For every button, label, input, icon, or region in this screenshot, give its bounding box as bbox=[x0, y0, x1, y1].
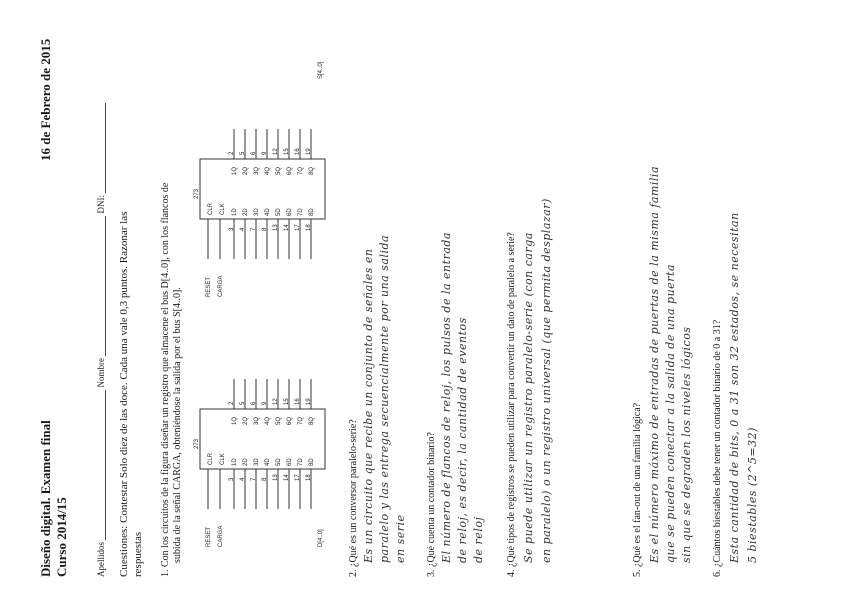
d-pin-label: 3D bbox=[254, 458, 260, 466]
answer-6-line-2: 5 biestables (2^5=32) bbox=[746, 427, 759, 563]
q-pin-label: 7Q bbox=[298, 166, 304, 175]
question-1 bbox=[160, 183, 171, 577]
input-pin-number: 3 bbox=[229, 227, 235, 231]
d-pin-label: 8D bbox=[309, 208, 315, 216]
chip-left-label: 273 bbox=[194, 438, 200, 449]
question-number: 4. bbox=[506, 569, 517, 577]
left-load-label: CARGA bbox=[218, 525, 224, 547]
output-pin-number: 16 bbox=[295, 148, 301, 155]
question-number: 2. bbox=[348, 569, 359, 577]
answer-2-line-1: Es un circuito que recibe un conjunto de señales en bbox=[362, 248, 375, 563]
question-4 bbox=[506, 232, 517, 577]
q-pin-label: 4Q bbox=[265, 166, 271, 175]
output-pin-number: 16 bbox=[295, 398, 301, 405]
question-number: 1. bbox=[160, 569, 171, 577]
question-text: ¿Qué es un conversor paralelo-serie? bbox=[348, 419, 359, 567]
answer-2-line-3: en serie bbox=[394, 514, 407, 563]
instructions-line-1: Cuestiones: Contestar Solo diez de las doce. Cada una vale 0,3 puntos. Razonar las bbox=[118, 211, 130, 577]
d-pin-label: 1D bbox=[232, 458, 238, 466]
input-pin-number: 4 bbox=[240, 477, 246, 481]
output-pin-number: 2 bbox=[229, 151, 235, 155]
input-pin-number: 18 bbox=[306, 474, 312, 481]
chip-right-273 bbox=[194, 61, 325, 297]
course-year: Curso 2014/15 bbox=[54, 497, 69, 577]
chip-left-273 bbox=[194, 379, 325, 547]
output-pin-number: 15 bbox=[284, 148, 290, 155]
question-2 bbox=[348, 419, 359, 577]
output-pin-number: 9 bbox=[262, 401, 268, 405]
output-pin-number: 9 bbox=[262, 151, 268, 155]
d-pin-label: 4D bbox=[265, 208, 271, 216]
q-pin-label: 4Q bbox=[265, 416, 271, 425]
question-text: ¿Qué cuenta un contador binario? bbox=[426, 432, 437, 567]
input-pin-number: 4 bbox=[240, 227, 246, 231]
d-pin-label: 7D bbox=[298, 208, 304, 216]
student-info-line bbox=[95, 103, 106, 577]
input-pin-number: 7 bbox=[251, 227, 257, 231]
right-clk-label: CLK bbox=[220, 203, 226, 215]
input-pin-number: 13 bbox=[273, 474, 279, 481]
question-5 bbox=[632, 403, 643, 577]
input-pin-number: 3 bbox=[229, 477, 235, 481]
exam-date: 16 de Febrero de 2015 bbox=[38, 38, 53, 161]
d-pin-label: 1D bbox=[232, 208, 238, 216]
name-field[interactable] bbox=[95, 216, 106, 356]
q-pin-label: 5Q bbox=[276, 416, 282, 425]
name-label: Nombre bbox=[96, 358, 106, 388]
instructions-line-2: respuestas bbox=[132, 531, 144, 577]
output-pin-number: 5 bbox=[240, 151, 246, 155]
q-pin-label: 8Q bbox=[309, 166, 315, 175]
input-pin-number: 17 bbox=[295, 474, 301, 481]
output-pin-number: 12 bbox=[273, 398, 279, 405]
output-pin-number: 6 bbox=[251, 151, 257, 155]
left-clr-label: CLR bbox=[208, 452, 214, 465]
input-pin-number: 8 bbox=[262, 477, 268, 481]
input-pin-number: 7 bbox=[251, 477, 257, 481]
surname-label: Apellidos bbox=[96, 542, 106, 577]
chip-right-label: 273 bbox=[194, 188, 200, 199]
q-pin-label: 5Q bbox=[276, 166, 282, 175]
answer-4-line-1: Se puede utilizar un registro paralelo-serie (con carga bbox=[522, 232, 535, 563]
question-number: 5. bbox=[632, 569, 643, 577]
d-pin-label: 6D bbox=[287, 208, 293, 216]
answer-3-line-2: de reloj, es decir, la cantidad de eventos bbox=[456, 317, 469, 563]
input-pin-number: 13 bbox=[273, 224, 279, 231]
dni-field[interactable] bbox=[95, 103, 106, 193]
d-pin-label: 5D bbox=[276, 208, 282, 216]
q-pin-label: 3Q bbox=[254, 416, 260, 425]
q-pin-label: 6Q bbox=[287, 166, 293, 175]
right-clr-label: CLR bbox=[208, 202, 214, 215]
question-number: 3. bbox=[426, 569, 437, 577]
question-text: ¿Qué es el fan-out de una familia lógica? bbox=[632, 402, 643, 567]
course-title: Diseño digital. Examen final bbox=[38, 420, 53, 577]
question-6 bbox=[712, 320, 723, 577]
q-pin-label: 2Q bbox=[243, 416, 249, 425]
input-pin-number: 18 bbox=[306, 224, 312, 231]
d-pin-label: 4D bbox=[265, 458, 271, 466]
input-pin-number: 14 bbox=[284, 474, 290, 481]
output-pin-number: 19 bbox=[306, 398, 312, 405]
d-pin-label: 2D bbox=[243, 458, 249, 466]
left-data-bus-label: D[4..0] bbox=[318, 529, 324, 547]
left-reset-label: RESET bbox=[206, 526, 212, 547]
input-pin-number: 14 bbox=[284, 224, 290, 231]
d-pin-label: 7D bbox=[298, 458, 304, 466]
answer-2-line-2: paralelo y las entrega secuencialmente por una salida bbox=[378, 234, 391, 563]
answer-5-line-2: que se pueden conectar a la salida de una puerta bbox=[664, 264, 677, 563]
question-text: Con los circuitos de la figura diseñar un registro que almacene el bus D[4..0], con los flancos de bbox=[160, 182, 171, 567]
answer-3-line-1: El número de flancos de reloj, los pulsos de la entrada bbox=[440, 232, 453, 563]
right-out-bus-label: S[4..0] bbox=[318, 61, 324, 79]
right-load-label: CARGA bbox=[218, 275, 224, 297]
output-pin-number: 6 bbox=[251, 401, 257, 405]
answer-5-line-3: sin que se degraden los niveles lógicos bbox=[680, 326, 693, 563]
q-pin-label: 2Q bbox=[243, 166, 249, 175]
right-reset-label: RESET bbox=[206, 276, 212, 297]
question-number: 6. bbox=[712, 569, 723, 577]
output-pin-number: 2 bbox=[229, 401, 235, 405]
question-text: ¿Cuántos biestables debe tener un contador binario de 0 a 31? bbox=[712, 319, 723, 567]
question-3 bbox=[426, 432, 437, 577]
input-pin-number: 8 bbox=[262, 227, 268, 231]
answer-5-line-1: Es el número máximo de entradas de puertas de la misma familia bbox=[648, 166, 661, 563]
input-pin-number: 17 bbox=[295, 224, 301, 231]
q-pin-label: 6Q bbox=[287, 416, 293, 425]
d-pin-label: 3D bbox=[254, 208, 260, 216]
output-pin-number: 12 bbox=[273, 148, 279, 155]
left-clk-label: CLK bbox=[220, 453, 226, 465]
answer-3-line-3: de reloj bbox=[472, 516, 485, 563]
answer-4-line-2: en paralelo) o un registro universal (que permita desplazar) bbox=[540, 198, 553, 563]
q-pin-label: 1Q bbox=[232, 416, 238, 425]
d-pin-label: 6D bbox=[287, 458, 293, 466]
d-pin-label: 2D bbox=[243, 208, 249, 216]
output-pin-number: 5 bbox=[240, 401, 246, 405]
surname-field[interactable] bbox=[95, 390, 106, 540]
d-pin-label: 5D bbox=[276, 458, 282, 466]
dni-label: DNI: bbox=[96, 195, 106, 214]
output-pin-number: 15 bbox=[284, 398, 290, 405]
output-pin-number: 19 bbox=[306, 148, 312, 155]
question-1-line-2: subida de la señal CARGA, obteniéndose la salida por el bus S[4..0]. bbox=[172, 287, 183, 563]
q-pin-label: 1Q bbox=[232, 166, 238, 175]
question-text: ¿Qué tipos de registros se pueden utilizar para convertir un dato de paralelo a serie? bbox=[506, 232, 517, 567]
d-pin-label: 8D bbox=[309, 458, 315, 466]
q-pin-label: 8Q bbox=[309, 416, 315, 425]
q-pin-label: 3Q bbox=[254, 166, 260, 175]
answer-6-line-1: Esta cantidad de bits, 0 a 31 son 32 estados, se necesitan bbox=[728, 212, 741, 563]
register-circuit-diagram bbox=[190, 29, 330, 549]
q-pin-label: 7Q bbox=[298, 416, 304, 425]
